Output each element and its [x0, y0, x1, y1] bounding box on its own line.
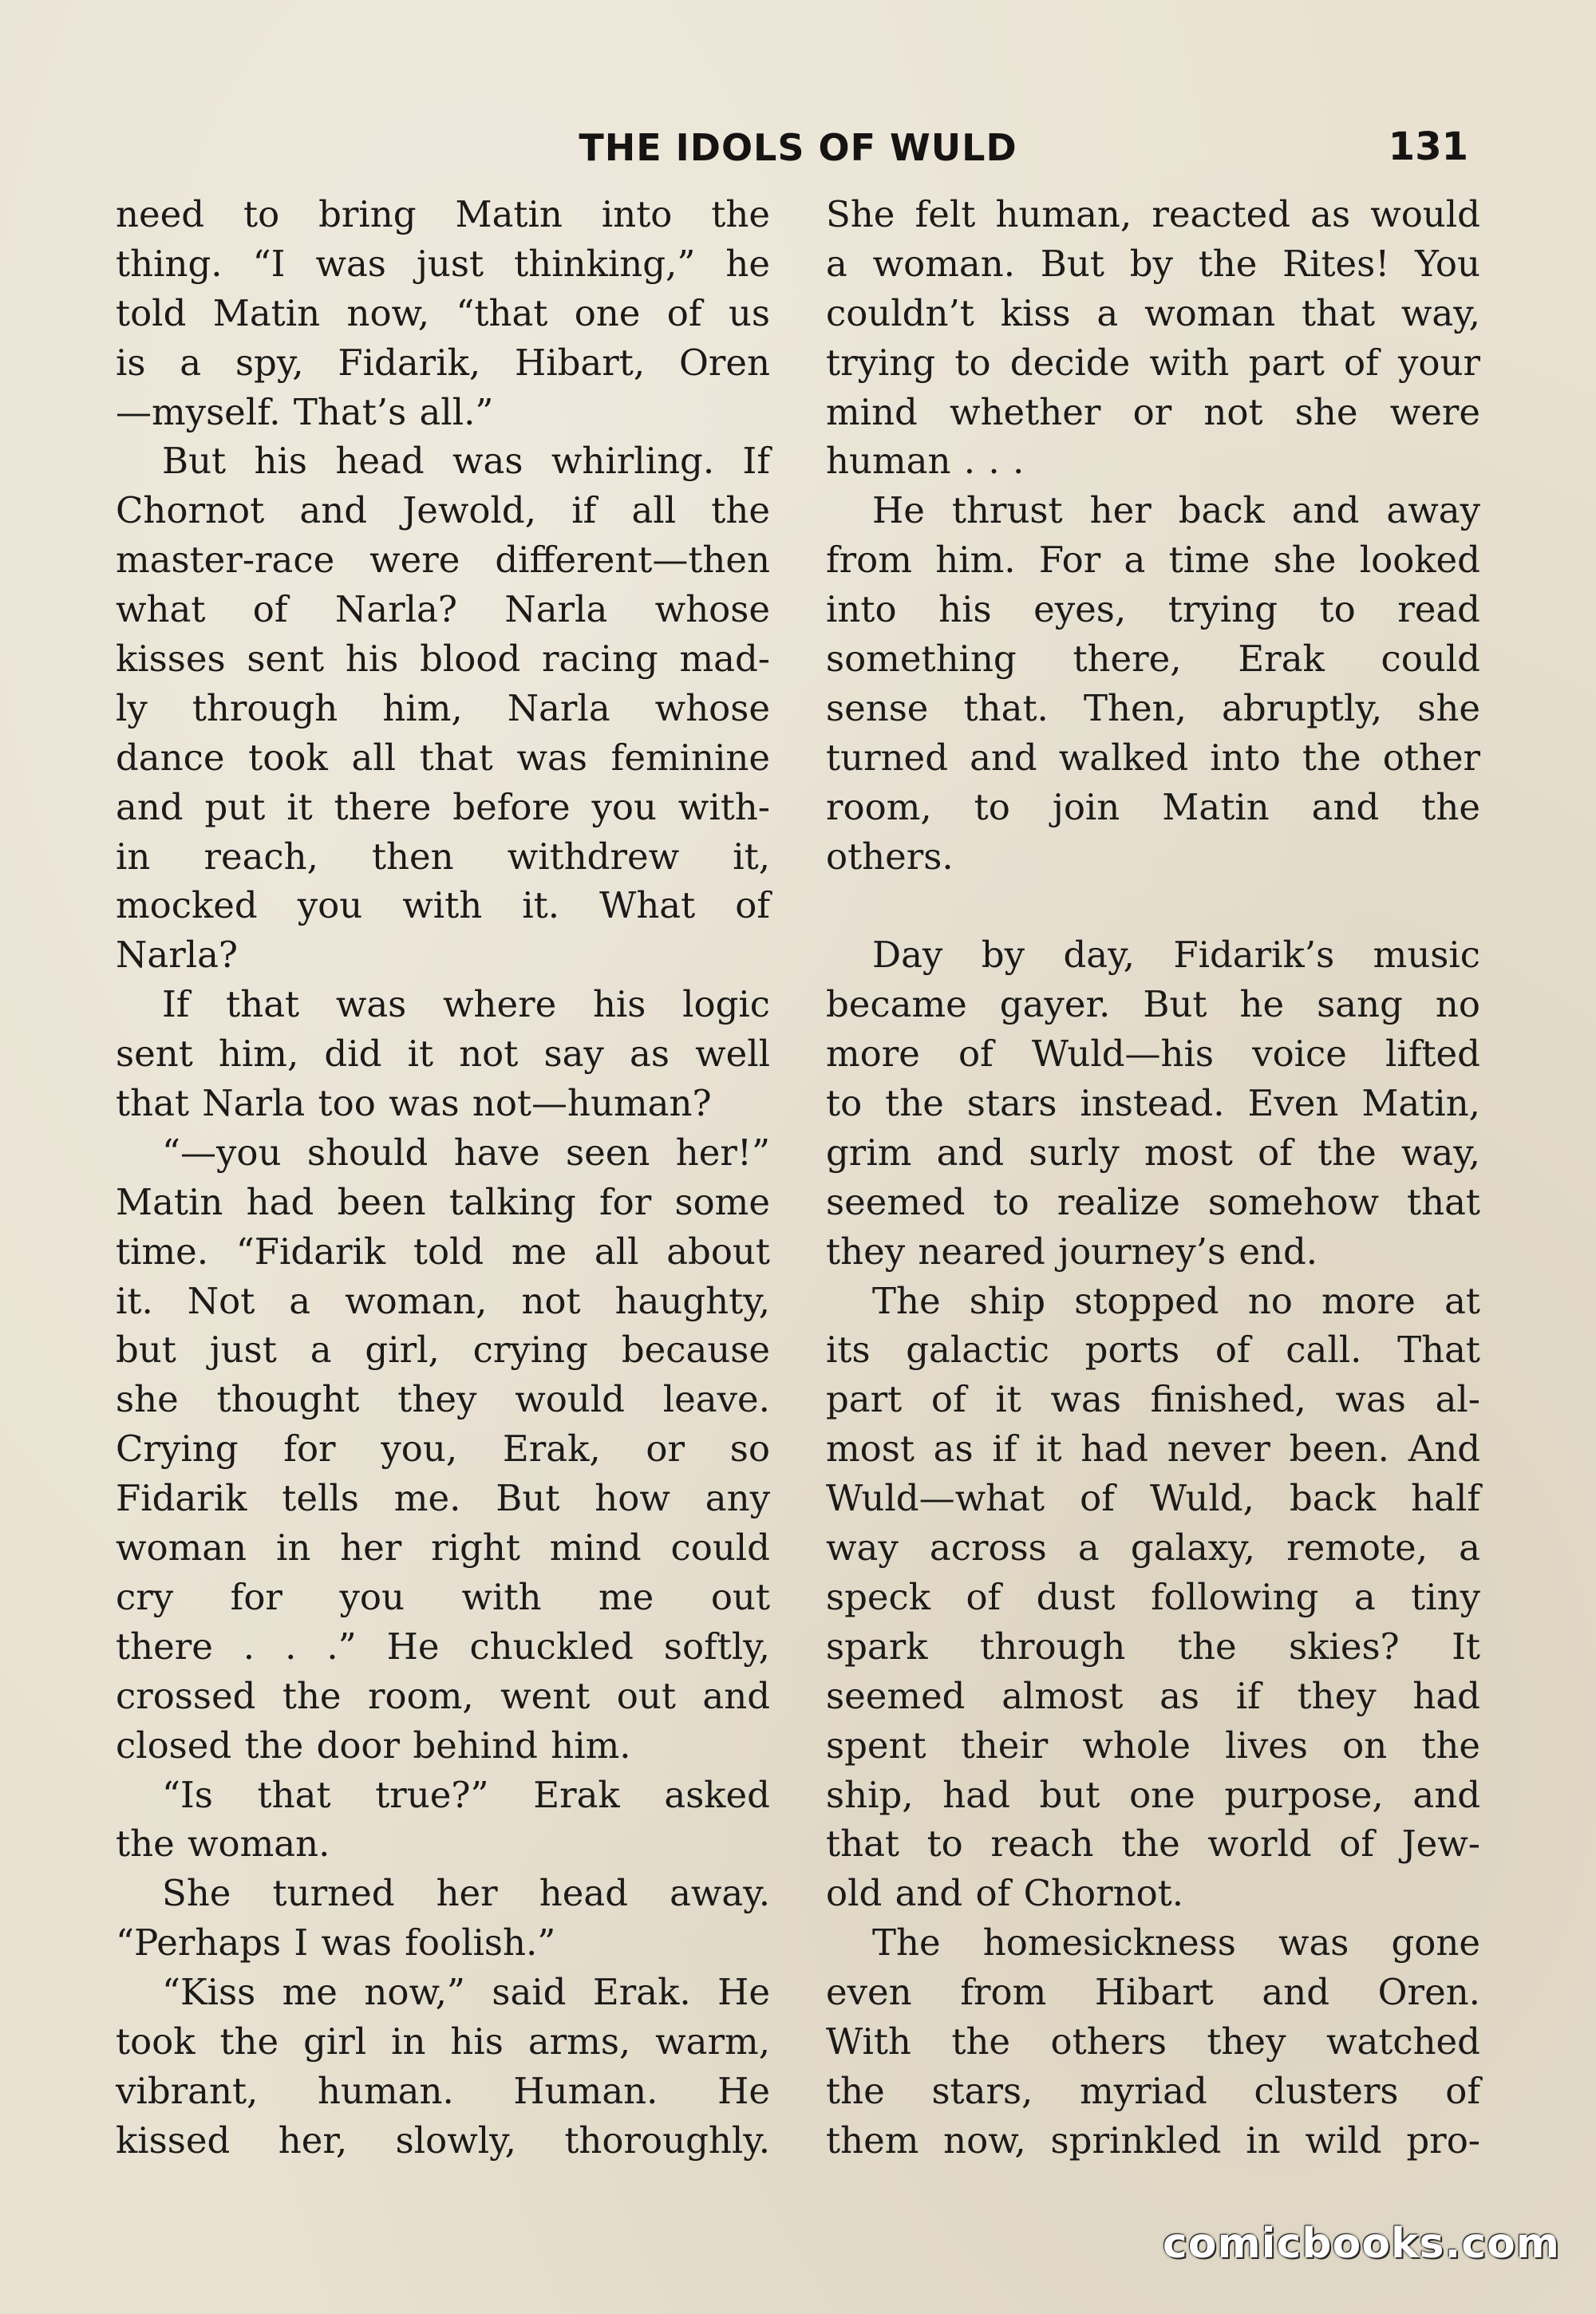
text-line: it. Not a woman, not haughty, — [116, 1279, 770, 1322]
text-line: part of it was finished, was al- — [826, 1378, 1480, 1421]
text-line: the woman. — [116, 1822, 330, 1866]
text-line: that Narla too was not—human? — [116, 1082, 712, 1125]
text-line: vibrant, human. Human. He — [116, 2069, 770, 2112]
text-line: “—you should have seen her!” — [162, 1131, 770, 1174]
text-line: —myself. That’s all.” — [116, 390, 494, 433]
text-line: With the others they watched — [826, 2020, 1480, 2063]
text-line: way across a galaxy, remote, a — [826, 1526, 1480, 1570]
text-line: spent their whole lives on the — [826, 1724, 1480, 1767]
text-line: a woman. But by the Rites! You — [826, 242, 1480, 285]
text-line: kissed her, slowly, thoroughly. — [116, 2119, 770, 2162]
text-line: She felt human, reacted as would — [826, 193, 1480, 235]
text-line: told Matin now, “that one of us — [116, 291, 770, 334]
text-line: master-race were different—then — [116, 539, 770, 582]
text-line: is a spy, Fidarik, Hibart, Oren — [116, 341, 770, 384]
text-line: Matin had been talking for some — [116, 1180, 770, 1223]
text-line: If that was where his logic — [162, 983, 770, 1026]
text-line: “Kiss me now,” said Erak. He — [162, 1971, 770, 2014]
text-line: Narla? — [116, 934, 239, 977]
text-line: seemed to realize somehow that — [826, 1180, 1480, 1223]
text-line: in reach, then withdrew it, — [116, 835, 770, 878]
text-line: human . . . — [826, 440, 1025, 483]
text-line: thing. “I was just thinking,” he — [116, 242, 770, 285]
text-line: grim and surly most of the way, — [826, 1131, 1480, 1174]
text-line: trying to decide with part of your — [826, 341, 1480, 384]
text-line: more of Wuld—his voice lifted — [826, 1033, 1480, 1076]
text-line: seemed almost as if they had — [826, 1674, 1480, 1717]
text-line: what of Narla? Narla whose — [116, 588, 770, 631]
text-line: mocked you with it. What of — [116, 884, 770, 927]
text-line: couldn’t kiss a woman that way, — [826, 291, 1480, 334]
text-line: Crying for you, Erak, or so — [116, 1427, 770, 1471]
text-line: something there, Erak could — [826, 638, 1480, 681]
page-header — [112, 120, 1484, 184]
text-line: Chornot and Jewold, if all the — [116, 489, 770, 532]
text-line: cry for you with me out — [116, 1575, 770, 1618]
site-watermark: comicbooks.com — [1162, 2220, 1560, 2268]
text-line: that to reach the world of Jew- — [826, 1822, 1480, 1866]
text-line: even from Hibart and Oren. — [826, 1971, 1480, 2014]
text-line: into his eyes, trying to read — [826, 588, 1480, 631]
text-line: its galactic ports of call. That — [826, 1329, 1480, 1372]
text-line — [826, 881, 1480, 930]
text-line: She turned her head away. — [162, 1872, 770, 1915]
text-line: ship, had but one purpose, and — [826, 1773, 1480, 1816]
text-line: speck of dust following a tiny — [826, 1575, 1480, 1618]
right-text-column — [826, 190, 1480, 2166]
text-line: turned and walked into the other — [826, 736, 1480, 779]
text-line: she thought they would leave. — [116, 1378, 770, 1421]
text-line: “Is that true?” Erak asked — [162, 1773, 770, 1816]
text-line: The homesickness was gone — [872, 1921, 1480, 1965]
text-line: time. “Fidarik told me all about — [116, 1230, 770, 1273]
text-line: Fidarik tells me. But how any — [116, 1477, 770, 1520]
text-line: sent him, did it not say as well — [116, 1033, 770, 1076]
text-line: others. — [826, 835, 954, 878]
text-line: them now, sprinkled in wild pro- — [826, 2119, 1480, 2162]
text-line: crossed the room, went out and — [116, 1674, 770, 1717]
text-line: the stars, myriad clusters of — [826, 2069, 1480, 2112]
text-line: dance took all that was feminine — [116, 736, 770, 779]
running-title: THE IDOLS OF WULD — [579, 126, 1017, 169]
text-line: But his head was whirling. If — [162, 440, 770, 483]
text-line: The ship stopped no more at — [872, 1279, 1480, 1322]
page-number: 131 — [1388, 124, 1468, 169]
text-line: and put it there before you with- — [116, 785, 770, 828]
text-line: old and of Chornot. — [826, 1872, 1184, 1915]
text-line: spark through the skies? It — [826, 1625, 1480, 1668]
text-line: there . . .” He chuckled softly, — [116, 1625, 770, 1668]
text-line: took the girl in his arms, warm, — [116, 2020, 770, 2063]
text-line: need to bring Matin into the — [116, 193, 770, 235]
text-line: kisses sent his blood racing mad- — [116, 638, 770, 681]
text-line: Day by day, Fidarik’s music — [872, 934, 1480, 977]
text-line: He thrust her back and away — [872, 489, 1480, 532]
text-line: ly through him, Narla whose — [116, 686, 770, 729]
text-line: room, to join Matin and the — [826, 785, 1480, 828]
text-line: closed the door behind him. — [116, 1724, 631, 1767]
left-text-column — [116, 190, 770, 2166]
text-line: most as if it had never been. And — [826, 1427, 1480, 1471]
text-line: they neared journey’s end. — [826, 1230, 1318, 1273]
text-line: sense that. Then, abruptly, she — [826, 686, 1480, 729]
text-line: Wuld—what of Wuld, back half — [826, 1477, 1480, 1520]
text-line: from him. For a time she looked — [826, 539, 1480, 582]
text-line: “Perhaps I was foolish.” — [116, 1921, 556, 1965]
text-line: but just a girl, crying because — [116, 1329, 770, 1372]
text-line: to the stars instead. Even Matin, — [826, 1082, 1480, 1125]
text-line: woman in her right mind could — [116, 1526, 770, 1570]
text-line: became gayer. But he sang no — [826, 983, 1480, 1026]
text-line: mind whether or not she were — [826, 390, 1480, 433]
